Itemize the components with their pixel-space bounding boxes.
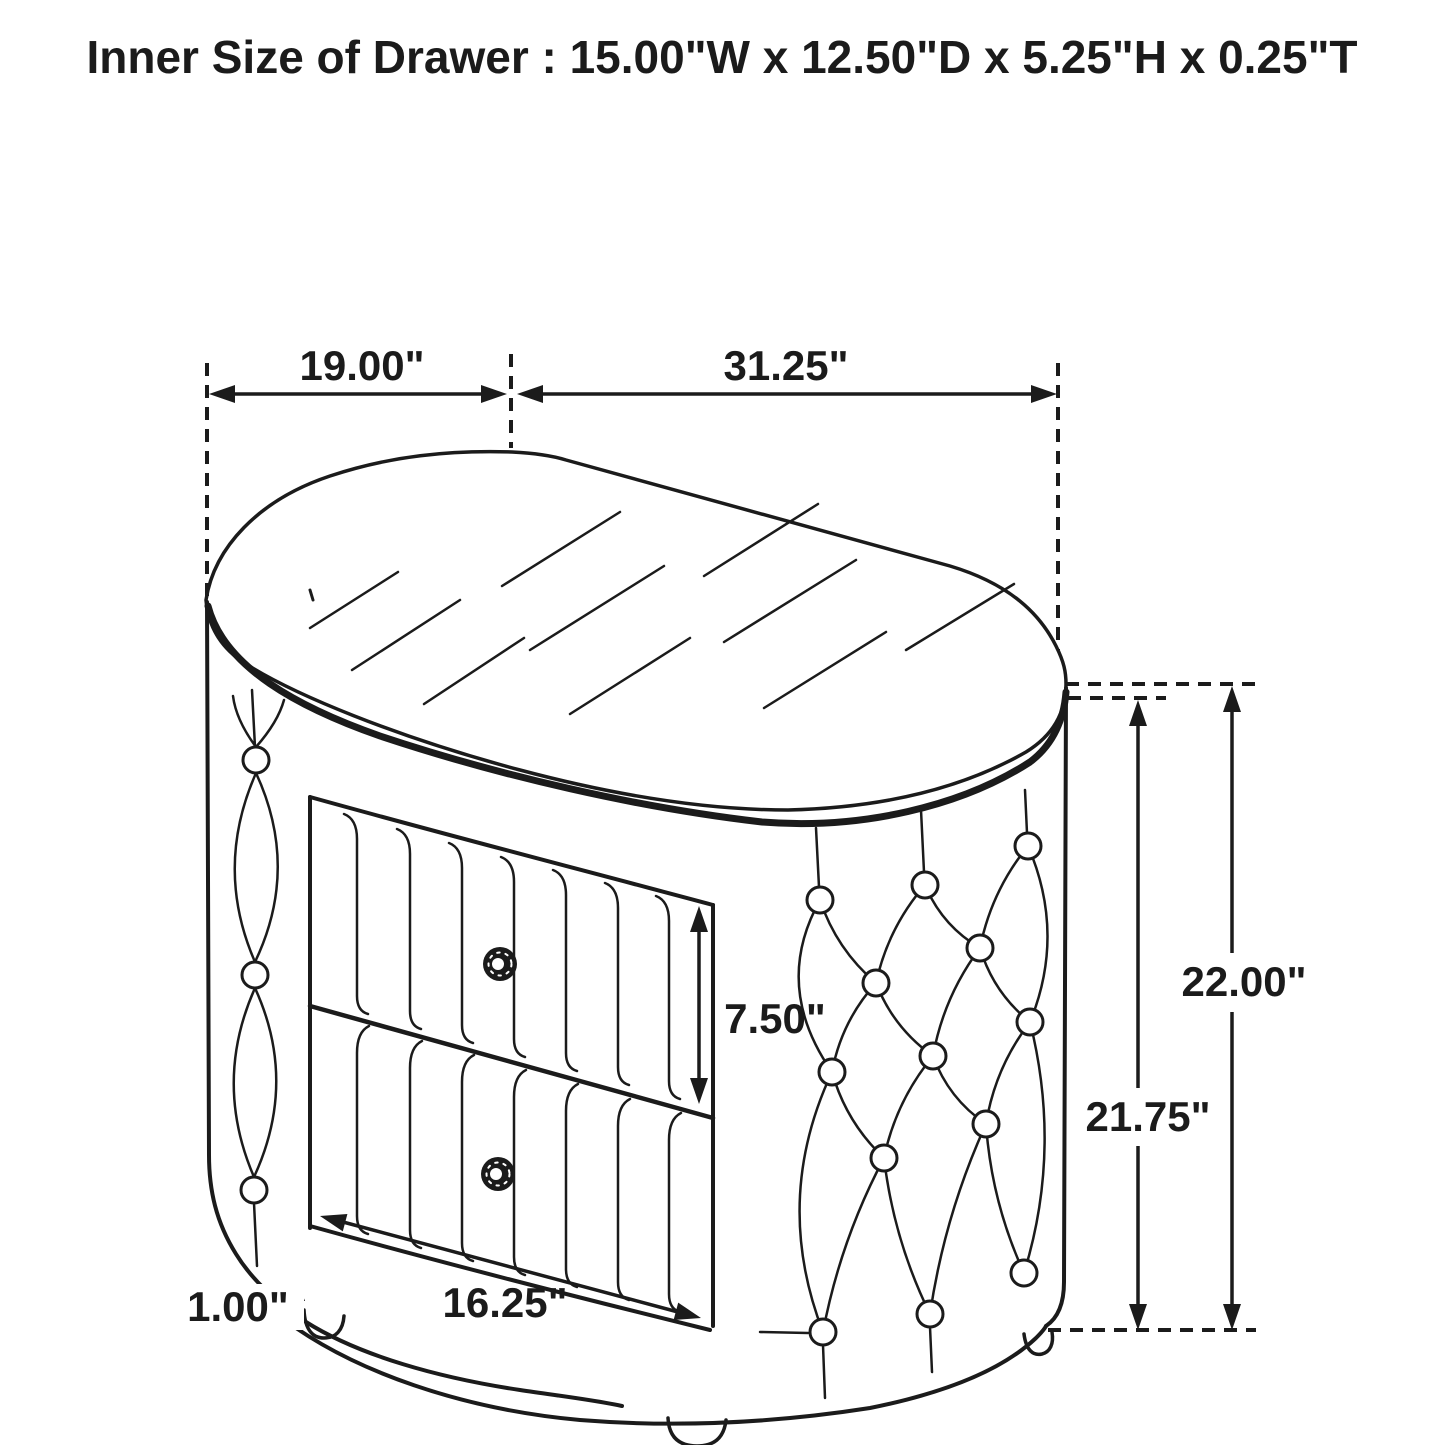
arrowhead [1129, 700, 1147, 726]
tufting-button [863, 970, 889, 996]
tufting-curve [254, 1203, 257, 1266]
nightstand-drawing [206, 452, 1066, 1445]
wood-grain-line [310, 572, 398, 628]
arrowhead [674, 1303, 701, 1320]
tufting-curve [884, 1158, 930, 1314]
top-drawer-knob [483, 947, 517, 981]
tufting-button [810, 1319, 836, 1345]
pleat-line [618, 1099, 630, 1300]
wood-grain-line [352, 600, 460, 670]
tufting-curve [256, 700, 284, 747]
tufting-curve [876, 885, 925, 983]
tufting-curve [986, 1124, 1024, 1273]
tufting-curve [1024, 1022, 1045, 1273]
tufting-button [920, 1043, 946, 1069]
dimension-label-drawer-width: 16.25" [442, 1279, 568, 1326]
pleat-line [514, 1070, 526, 1275]
wood-grain-line [502, 512, 620, 586]
tufting-curve [1028, 846, 1048, 1022]
dimension-label-top-width: 19.00" [299, 342, 425, 389]
knob-hole [492, 958, 504, 970]
wood-grain-lines [310, 504, 1014, 714]
arrowhead [517, 385, 543, 403]
tufting-curve [760, 1332, 808, 1333]
tufting-button [243, 747, 269, 773]
tufting-curve [252, 690, 255, 747]
tabletop-tick [310, 590, 313, 600]
tufting-curve [255, 773, 278, 962]
wood-grain-line [906, 584, 1014, 650]
tufting-button [1011, 1260, 1037, 1286]
tufting-curve [921, 810, 924, 872]
tufting-button [242, 962, 268, 988]
tufting-curve [1025, 790, 1027, 833]
tufting-curve [933, 948, 980, 1056]
diagram-title: Inner Size of Drawer : 15.00"W x 12.50"D x 5.25"H x 0.25"T [86, 31, 1358, 83]
tufting-button [241, 1177, 267, 1203]
tufting-curve [986, 1022, 1030, 1124]
tufting-button [1017, 1009, 1043, 1035]
tufting-button [807, 887, 833, 913]
tufting-curve [832, 1072, 884, 1158]
tufting-curve [234, 988, 255, 1177]
extension-lines [207, 354, 1256, 1330]
arrowhead [481, 385, 507, 403]
tufting-button [871, 1145, 897, 1171]
bottom-drawer-knob [481, 1157, 515, 1191]
pleat-line [669, 1113, 681, 1312]
pleat-line [397, 829, 421, 1029]
tufting-curve [800, 1072, 832, 1332]
knob-hole [490, 1168, 502, 1180]
tabletop-rim [208, 606, 1066, 824]
body-right-edge [1046, 688, 1066, 1326]
wood-grain-line [530, 566, 664, 650]
arrowhead [690, 1078, 708, 1104]
tufting-curve [823, 1158, 884, 1332]
pleat-line [357, 1026, 369, 1234]
pleat-line [605, 883, 629, 1085]
tufting-button [912, 872, 938, 898]
pleat-line [344, 814, 368, 1014]
wood-grain-line [764, 632, 886, 708]
drawer-divider-edge [310, 1006, 713, 1118]
arrowheads [209, 385, 1241, 1330]
arrowhead [1223, 686, 1241, 712]
tufting-curve [823, 1345, 825, 1398]
dimension-label-top-depth: 31.25" [723, 342, 849, 389]
pleat-line [566, 1084, 578, 1287]
dimension-label-drawer-height: 7.50" [724, 995, 826, 1042]
tufting-curve [930, 1327, 932, 1372]
pleat-line [462, 1055, 474, 1261]
arrowhead [1223, 1304, 1241, 1330]
arrowhead [1129, 1304, 1147, 1330]
dimension-lines [233, 394, 1232, 1312]
pleat-line [656, 896, 680, 1099]
arrowhead [209, 385, 235, 403]
tufting-curve [930, 1124, 986, 1314]
wood-grain-line [424, 638, 524, 704]
tufting-button [967, 935, 993, 961]
tufting-button [1015, 833, 1041, 859]
pleat-line [449, 843, 473, 1043]
dimension-label-side-height: 21.75" [1085, 1093, 1211, 1140]
tufting-curve [980, 846, 1028, 948]
tufting-curve [799, 900, 832, 1072]
tufting-curve [820, 900, 876, 983]
dimension-annotations [176, 354, 1313, 1330]
dimension-label-overall-height: 22.00" [1181, 958, 1307, 1005]
tufting-curve [254, 988, 276, 1177]
arrowhead [690, 906, 708, 932]
tufting-button [917, 1301, 943, 1327]
dimension-label-leg-height: 1.00" [187, 1283, 289, 1330]
arrowhead [1031, 385, 1057, 403]
wood-grain-line [724, 560, 856, 642]
tufting-button [819, 1059, 845, 1085]
pleat-line [553, 870, 577, 1071]
tufting-curve [816, 828, 819, 887]
drawer-opening-top-edge [310, 797, 713, 905]
pleat-line [410, 1041, 422, 1248]
tufting-curve [884, 1056, 933, 1158]
tufting-curve [832, 983, 876, 1072]
tufting-button [973, 1111, 999, 1137]
wood-grain-line [570, 638, 690, 714]
tufting-curve [235, 773, 256, 962]
